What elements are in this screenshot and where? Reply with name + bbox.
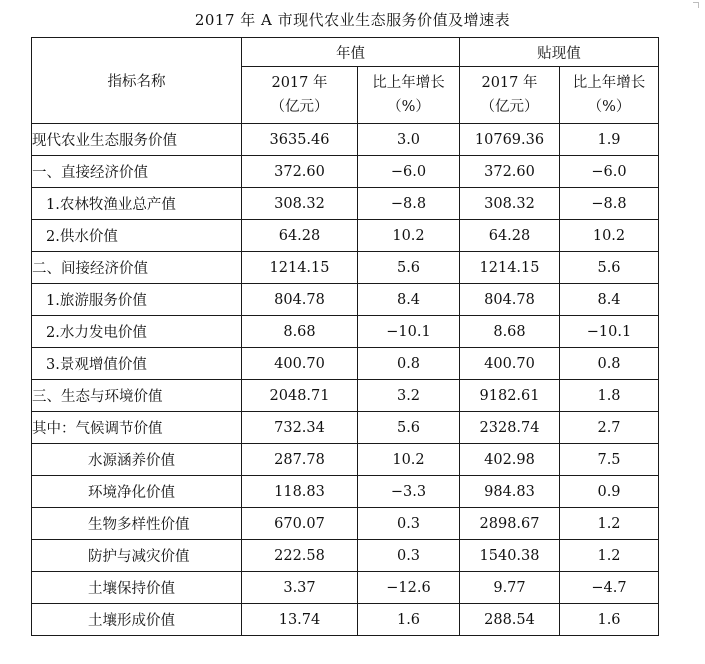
header-annual-value-year: 2017 年 [271,75,328,91]
cell-disc-value: 64.28 [460,220,560,252]
table-row [32,444,659,476]
row-indicator-name: 1.农林牧渔业总产值 [32,188,242,220]
cell-disc-growth: 10.2 [560,220,659,252]
cell-annual-value: 118.83 [242,476,358,508]
cell-annual-value: 3.37 [242,572,358,604]
header-disc-value-year: 2017 年 [481,75,538,91]
header-annual-growth [358,67,460,124]
row-indicator-name: 土壤形成价值 [32,604,242,636]
cell-disc-value: 1214.15 [460,252,560,284]
cell-disc-value: 9.77 [460,572,560,604]
cell-disc-value: 372.60 [460,156,560,188]
cell-disc-value: 308.32 [460,188,560,220]
cell-annual-value: 2048.71 [242,380,358,412]
cell-disc-value: 402.98 [460,444,560,476]
cell-disc-value: 9182.61 [460,380,560,412]
cell-annual-value: 8.68 [242,316,358,348]
cell-disc-growth: 7.5 [560,444,659,476]
header-annual-value [242,67,358,124]
cell-disc-growth: −4.7 [560,572,659,604]
cell-annual-growth: 5.6 [358,412,460,444]
table-row [32,188,659,220]
table-row [32,252,659,284]
table-row [32,380,659,412]
ecosystem-value-table [31,37,659,636]
cell-annual-growth: 8.4 [358,284,460,316]
table-row [32,220,659,252]
table-row [32,412,659,444]
table-row [32,476,659,508]
row-indicator-name: 生物多样性价值 [32,508,242,540]
cell-annual-value: 670.07 [242,508,358,540]
table-row [32,540,659,572]
cell-annual-growth: 10.2 [358,220,460,252]
table-row [32,156,659,188]
cell-annual-value: 804.78 [242,284,358,316]
cell-annual-value: 732.34 [242,412,358,444]
header-group-annual: 年值 [242,38,460,67]
cell-disc-value: 288.54 [460,604,560,636]
table-row [32,348,659,380]
cell-disc-growth: −8.8 [560,188,659,220]
cell-disc-value: 984.83 [460,476,560,508]
cell-annual-growth: 10.2 [358,444,460,476]
cell-annual-growth: 5.6 [358,252,460,284]
header-indicator-name: 指标名称 [32,38,242,124]
row-indicator-name: 土壤保持价值 [32,572,242,604]
cell-disc-value: 8.68 [460,316,560,348]
cell-annual-value: 13.74 [242,604,358,636]
cell-disc-growth: 0.8 [560,348,659,380]
cell-annual-value: 287.78 [242,444,358,476]
header-annual-value-unit: （亿元） [270,99,329,115]
cell-annual-growth: 0.3 [358,540,460,572]
cell-disc-value: 804.78 [460,284,560,316]
cell-disc-growth: 5.6 [560,252,659,284]
table-row [32,508,659,540]
header-disc-value [460,67,560,124]
cell-disc-growth: 0.9 [560,476,659,508]
row-indicator-name: 2.供水价值 [32,220,242,252]
table-row [32,124,659,156]
cell-annual-value: 308.32 [242,188,358,220]
table-row [32,284,659,316]
cell-disc-growth: 1.2 [560,508,659,540]
cell-disc-growth: 1.6 [560,604,659,636]
row-indicator-name: 1.旅游服务价值 [32,284,242,316]
row-indicator-name: 3.景观增值价值 [32,348,242,380]
cell-annual-growth: −3.3 [358,476,460,508]
header-disc-value-unit: （亿元） [480,99,539,115]
header-annual-growth-unit: （%） [387,99,430,115]
row-indicator-name: 环境净化价值 [32,476,242,508]
cell-disc-growth: 8.4 [560,284,659,316]
row-indicator-name: 防护与减灾价值 [32,540,242,572]
header-disc-growth-unit: （%） [587,99,631,115]
cell-disc-growth: 1.8 [560,380,659,412]
cell-annual-value: 372.60 [242,156,358,188]
cell-annual-growth: 3.0 [358,124,460,156]
cell-annual-value: 400.70 [242,348,358,380]
cell-annual-value: 3635.46 [242,124,358,156]
cell-disc-growth: 1.2 [560,540,659,572]
cell-disc-value: 10769.36 [460,124,560,156]
cell-annual-growth: 1.6 [358,604,460,636]
cell-annual-value: 1214.15 [242,252,358,284]
table-row [32,316,659,348]
cell-annual-growth: −8.8 [358,188,460,220]
cell-annual-growth: 0.3 [358,508,460,540]
table-row [32,572,659,604]
row-indicator-name: 2.水力发电价值 [32,316,242,348]
row-indicator-name: 现代农业生态服务价值 [32,124,242,156]
header-row-groups [32,38,659,67]
cell-disc-growth: −10.1 [560,316,659,348]
header-disc-growth [560,67,659,124]
cell-disc-growth: 2.7 [560,412,659,444]
cell-annual-growth: 0.8 [358,348,460,380]
header-annual-growth-label: 比上年增长 [372,75,445,91]
row-indicator-name: 二、间接经济价值 [32,252,242,284]
cell-annual-growth: −6.0 [358,156,460,188]
cell-disc-value: 1540.38 [460,540,560,572]
cell-annual-growth: 3.2 [358,380,460,412]
cell-annual-growth: −12.6 [358,572,460,604]
table-row [32,604,659,636]
table-title: 2017 年 A 市现代农业生态服务价值及增速表 [194,11,511,29]
row-indicator-name: 一、直接经济价值 [32,156,242,188]
header-group-discounted: 贴现值 [460,38,659,67]
cell-disc-value: 2898.67 [460,508,560,540]
cell-annual-value: 222.58 [242,540,358,572]
row-indicator-name: 三、生态与环境价值 [32,380,242,412]
row-indicator-name: 其中：气候调节价值 [32,412,242,444]
cell-disc-value: 400.70 [460,348,560,380]
cell-annual-value: 64.28 [242,220,358,252]
cell-annual-growth: −10.1 [358,316,460,348]
cell-disc-growth: −6.0 [560,156,659,188]
header-disc-growth-label: 比上年增长 [572,75,646,91]
page-corner-mark [693,2,699,8]
cell-disc-value: 2328.74 [460,412,560,444]
row-indicator-name: 水源涵养价值 [32,444,242,476]
cell-disc-growth: 1.9 [560,124,659,156]
